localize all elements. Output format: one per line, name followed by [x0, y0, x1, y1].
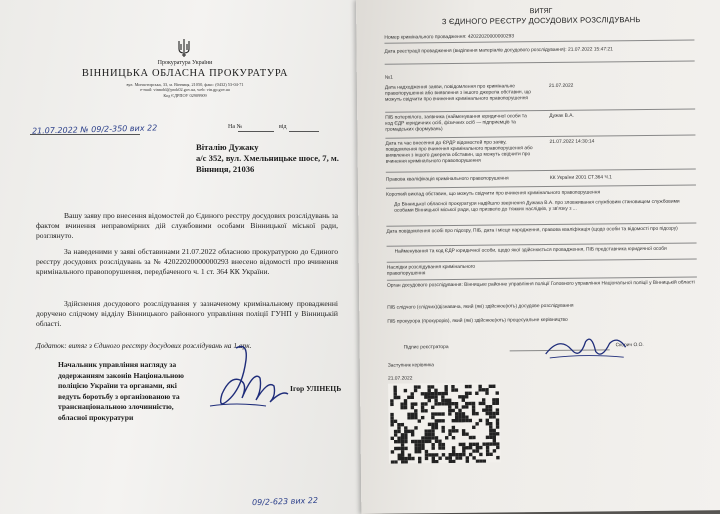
field-label-victim: ПІБ потерпілого, заявника (найменування юридичної особи та код ЄДР юридичних осіб, фізичних осіб — підприємців та громадських формувань): [385, 114, 527, 133]
recipient-address: а/с 352, вул. Хмельницьке шосе, 7, м. Вінниця, 21036: [196, 153, 339, 174]
handwritten-registration-number: 09/2-623 вих 22: [251, 495, 319, 508]
trident-emblem-icon: [176, 38, 192, 58]
header-org-name: ВІННИЦЬКА ОБЛАСНА ПРОКУРАТУРА: [81, 68, 289, 79]
consequences-label: Наслідки розслідування кримінального правопорушення: [386, 264, 476, 277]
investigator-label: ПІБ слідчого (слідчих)/дізнавача, який (які) здійснює(ють) досудове розслідування: [387, 303, 574, 311]
attachment-note: Додаток: витяг з Єдиного реєстру досудових розслідувань на 1 арк.: [36, 341, 252, 350]
header-email: e-mail: vinnobl@prok02.gov.ua, web: vin.gp.gov.ua: [140, 87, 230, 93]
registry-extract: [356, 0, 720, 514]
brief-label: Короткий виклад обставин, що можуть свідчити про вчинення кримінального правопорушення: [386, 190, 601, 198]
divider: [387, 258, 697, 262]
recipient-name: Віталію Дужаку: [196, 142, 259, 152]
divider: [385, 60, 695, 64]
investigation-body: Орган досудового розслідування: Вінницьке районне управління поліції Головного управління Національної поліції у Вінницькій області: [386, 280, 695, 289]
header-code: Код ЄДРПОУ 02909909: [163, 92, 207, 98]
registrar-label: Підпис реєстратора: [403, 345, 449, 351]
registration-date: Дата реєстрації провадження (виділення матеріалів досудового розслідування): 21.07.2022 15:47:21: [384, 47, 613, 55]
body-paragraph-1: Вашу заяву про внесення відомостей до Єдиного реєстру досудових розслідувань за фактом вчинення неправомірних дій службовими особами Вінницької міської ради, розглянуто.: [36, 211, 338, 241]
field-value-victim: Дужак В.А.: [549, 113, 574, 119]
field-value-entry-date: 21.07.2022 14:30:14: [549, 139, 595, 145]
body-paragraph-3: Здійснення досудового розслідування у зазначеному кримінальному провадженні доручено слідчому відділу Вінницького районного управління поліції ГУНП у Вінницькій області.: [36, 299, 338, 329]
divider: [289, 131, 319, 132]
signer-name: Ігор УЛІНЕЦЬ: [290, 384, 342, 393]
divider: [386, 168, 696, 172]
field-label-receipt-date: Дата надходження заяви, повідомлення про кримінальне правопорушення або виявлення з іншого джерела обставин, що можуть свідчити про вчинення кримінального правопорушення: [384, 84, 532, 103]
ref-date-label: від: [279, 124, 287, 130]
registrar-signature-icon: [539, 329, 629, 366]
divider: [238, 131, 274, 132]
legal-entity-label: Найменування та код ЄДР юридичної особи, щодо якої здійснюється провадження, ПІБ представника юридичної особи: [394, 246, 667, 255]
proceeding-number: Номер кримінального провадження: 42022020000000293: [384, 34, 515, 41]
handwritten-signature-icon: [196, 340, 291, 418]
signature-title: Начальник управління нагляду за додержанням законів Національною поліцією України та органами, які ведуть боротьбу з організованою та транснаціональною злочинністю, обласної прокуратури: [58, 360, 184, 422]
ref-number-label: На №: [228, 124, 243, 130]
suspicion-notice-label: Дата повідомлення особі про підозру, ПІБ, дата і місце народження, правова кваліфікація (щодо особи та відомості про підозру): [386, 226, 678, 235]
field-value-receipt-date: 21.07.2022: [548, 83, 574, 89]
divider: [386, 184, 696, 188]
field-label-entry-date: Дата та час внесення до ЄРДР відомостей про заяву, повідомлення про вчинення кримінального правопорушення або виявлення з іншого джерела обставин, що можуть свідчити про вчинення кримінального правопорушення: [385, 140, 533, 165]
qr-code-icon: [388, 383, 501, 464]
field-label-qualification: Правова кваліфікація кримінального правопорушення: [385, 176, 509, 183]
header-contacts: [80, 82, 290, 98]
brief-text: До Вінницької обласної прокуратури надійшло звернення Дужака В.А. про зловживання службовим становищем службовими особами Вінницької міської ради, що призвело до тяжких наслідків, у зв'язку з ...: [394, 199, 680, 214]
recipient-block: [196, 142, 356, 175]
field-value-qualification: КК України 2001 СТ.364 Ч.1: [549, 175, 612, 181]
handwritten-out-number: 21.07.2022 № 09/2-350 вих 22: [31, 123, 158, 136]
header-prosecution-ukraine: Прокуратура України: [157, 60, 213, 66]
section-number: №1: [384, 75, 393, 81]
deputy-label: Заступник керівника: [387, 363, 435, 369]
extract-subtitle: З ЄДИНОГО РЕЄСТРУ ДОСУДОВИХ РОЗСЛІДУВАНЬ: [441, 15, 641, 27]
divider: [30, 134, 140, 135]
header-address: вул. Монастирська, 33, м. Вінниця, 21050, факс: (0432) 53-04-71: [126, 82, 244, 87]
registrar-name: Скорич О.О.: [615, 343, 644, 349]
extract-date: 21.07.2022: [387, 376, 413, 382]
extract-title: ВИТЯГ: [529, 7, 553, 16]
body-paragraph-2: За наведеними у заяві обставинами 21.07.2022 обласною прокуратурою до Єдиного реєстру досудових розслідувань за № 42022020000000293 внесено відомості про вчинення кримінального правопорушення, передбаченого ч. 1 ст. 364 КК України.: [36, 247, 338, 277]
prosecutor-label: ПІБ прокурора (прокурорів), який (які) здійснює(ють) процесуальне керівництво: [387, 317, 568, 325]
